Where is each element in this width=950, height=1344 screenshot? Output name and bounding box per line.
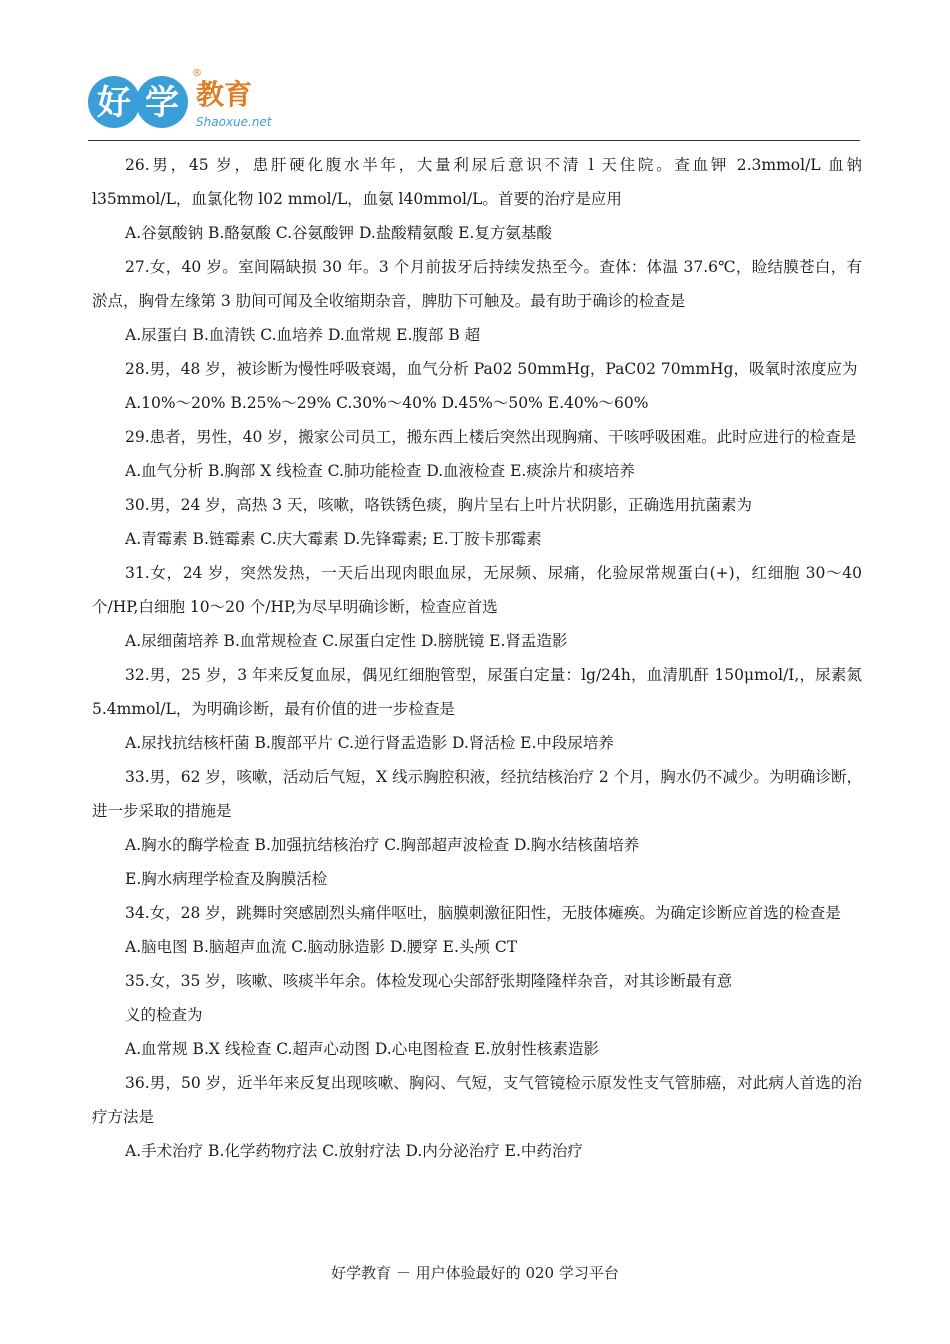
question-stem: 27.女，40 岁。室间隔缺损 30 年。3 个月前拔牙后持续发热至今。查体：体温 37.6℃，睑结膜苍白，有淤点，胸骨左缘第 3 肋间可闻及全收缩期杂音，脾肋下可触及。最有助于确诊的检查是 — [92, 258, 862, 310]
question-stem: 35.女，35 岁，咳嗽、咳痰半年余。体检发现心尖部舒张期隆隆样杂音，对其诊断最有意 — [125, 972, 733, 990]
registered-mark: ® — [192, 68, 202, 79]
question-options: A.青霉素 B.链霉素 C.庆大霉素 D.先锋霉素; E.丁胺卡那霉素 — [125, 530, 542, 548]
question-stem: 36.男，50 岁，近半年来反复出现咳嗽、胸闷、气短，支气管镜检示原发性支气管肺癌，对此病人首选的治疗方法是 — [92, 1074, 862, 1126]
question-options: A.血气分析 B.胸部 X 线检查 C.肺功能检查 D.血液检查 E.痰涂片和痰培养 — [125, 462, 635, 480]
question-stem: 28.男，48 岁，被诊断为慢性呼吸衰竭，血气分析 Pa02 50mmHg，PaC02 70mmHg，吸氧时浓度应为 — [125, 360, 858, 378]
question-stem: 32.男，25 岁，3 年来反复血尿，偶见红细胞管型，尿蛋白定量：lg/24h，血清肌酐 150μmol/I,，尿素氮 5.4mmol/L，为明确诊断，最有价值的进一步检查是 — [92, 666, 862, 718]
question-options: A.尿蛋白 B.血清铁 C.血培养 D.血常规 E.腹部 B 超 — [125, 326, 481, 344]
question-stem: 29.患者，男性，40 岁，搬家公司员工，搬东西上楼后突然出现胸痛、干咳呼吸困难。此时应进行的检查是 — [125, 428, 857, 446]
brand-logo — [88, 62, 288, 142]
question-stem: 26.男，45 岁，患肝硬化腹水半年，大量利尿后意识不清 l 天住院。查血钾 2.3mmol/L 血钠 l35mmol/L，血氯化物 l02 mmol/L，血氨 l40mmol/L。首要的治疗是应用 — [92, 156, 862, 208]
question-stem: 30.男，24 岁，高热 3 天，咳嗽，咯铁锈色痰，胸片呈右上叶片状阴影，正确选用抗菌素为 — [125, 496, 753, 514]
question-list — [92, 148, 862, 1168]
page-footer: 好学教育 － 用户体验最好的 020 学习平台 — [331, 1264, 619, 1282]
logo-graphic — [88, 62, 288, 142]
question-options: A.脑电图 B.脑超声血流 C.脑动脉造影 D.腰穿 E.头颅 CT — [125, 938, 518, 956]
question-stem: 34.女，28 岁，跳舞时突感剧烈头痛伴呕吐，脑膜刺激征阳性，无肢体瘫痪。为确定诊断应首选的检查是 — [125, 904, 841, 922]
question-options: A.手术治疗 B.化学药物疗法 C.放射疗法 D.内分泌治疗 E.中药治疗 — [125, 1142, 583, 1160]
question-options: A.胸水的酶学检查 B.加强抗结核治疗 C.胸部超声波检查 D.胸水结核菌培养 — [125, 836, 640, 854]
question-options: A.血常规 B.X 线检查 C.超声心动图 D.心电图检查 E.放射性核素造影 — [125, 1040, 599, 1058]
question-options: A.10%～20% B.25%～29% C.30%～40% D.45%～50% E.40%～60% — [125, 394, 649, 412]
question-options: E.胸水病理学检查及胸膜活检 — [125, 870, 328, 888]
question-options: A.尿找抗结核杆菌 B.腹部平片 C.逆行肾盂造影 D.肾活检 E.中段尿培养 — [125, 734, 614, 752]
question-options: A.谷氨酸钠 B.酪氨酸 C.谷氨酸钾 D.盐酸精氨酸 E.复方氨基酸 — [125, 224, 552, 242]
header-divider — [88, 140, 860, 141]
logo-char-2: 学 — [145, 83, 179, 123]
question-stem: 33.男，62 岁，咳嗽，活动后气短，X 线示胸腔积液，经抗结核治疗 2 个月，胸水仍不减少。为明确诊断，进一步采取的措施是 — [92, 768, 862, 820]
question-stem: 31.女，24 岁，突然发热，一天后出现肉眼血尿，无尿频、尿痛，化验尿常规蛋白(+)，红细胞 30～40 个/HP,白细胞 10～20 个/HP,为尽早明确诊断，检查应首选 — [92, 564, 862, 616]
logo-name: 教育 — [196, 78, 253, 111]
question-options: 义的检查为 — [125, 1006, 203, 1024]
logo-char-1: 好 — [97, 83, 131, 123]
logo-domain: Shaoxue.net — [196, 115, 272, 129]
question-options: A.尿细菌培养 B.血常规检查 C.尿蛋白定性 D.膀胱镜 E.肾盂造影 — [125, 632, 568, 650]
